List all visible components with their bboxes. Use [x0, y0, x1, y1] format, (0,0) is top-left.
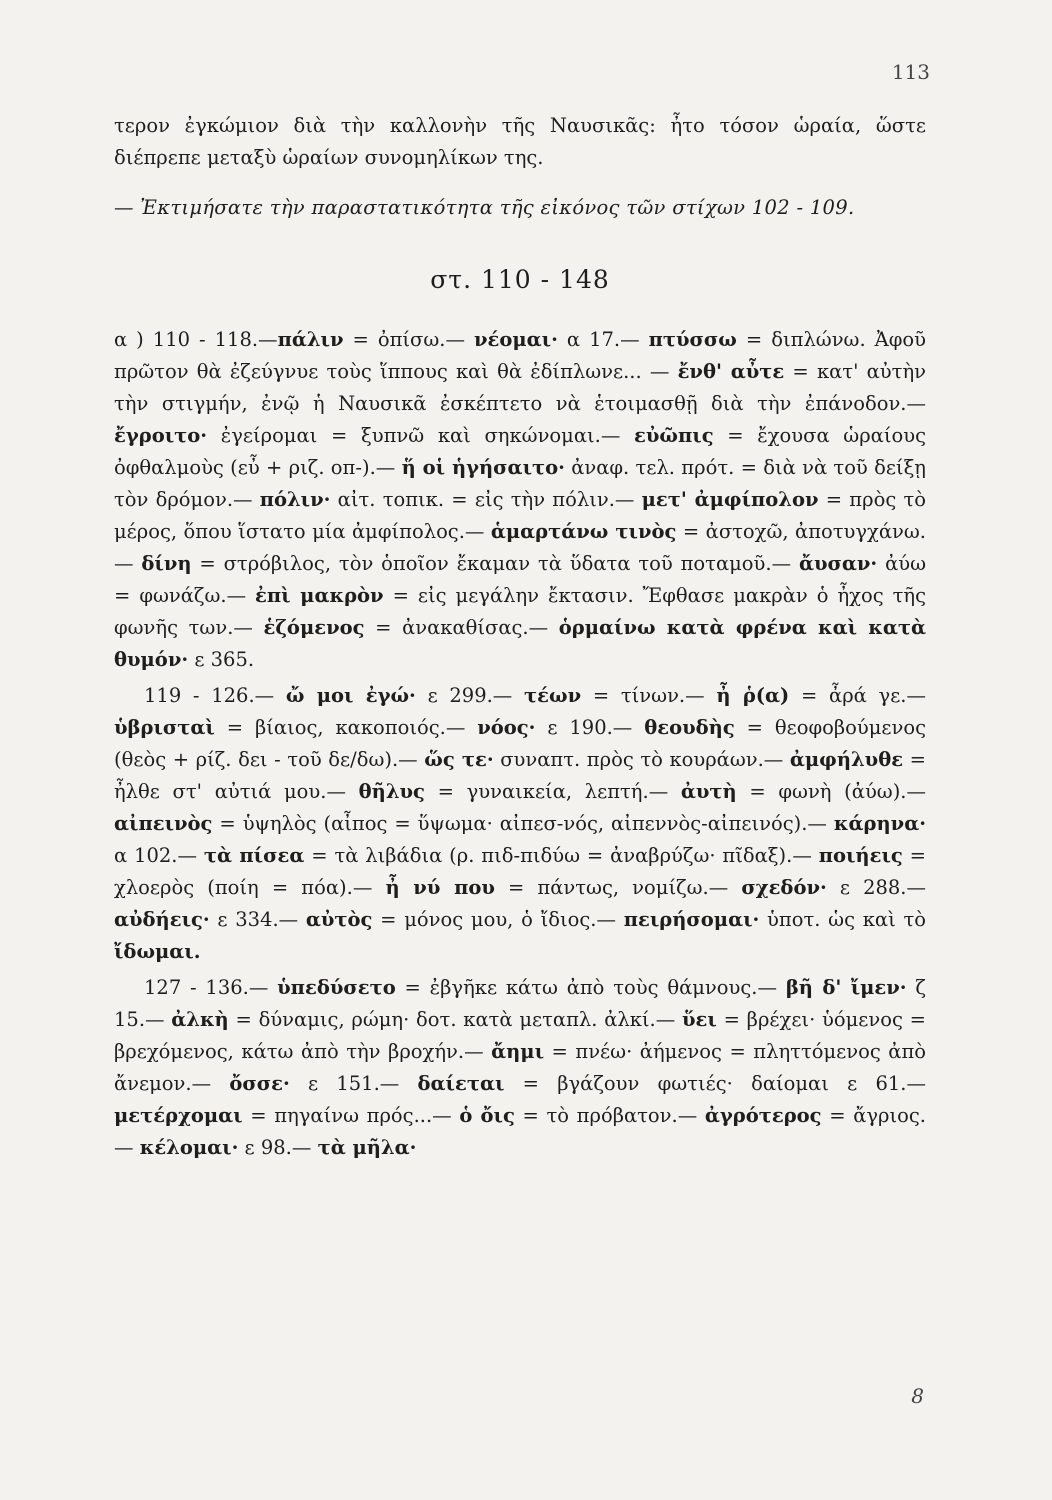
lemma-term: μετέρχομαι	[114, 1104, 243, 1127]
lemma-term: μετ' ἀμφίπολον	[641, 488, 819, 511]
lemma-term: θεουδὴς	[644, 716, 735, 739]
lemma-term: ὁ ὄις	[459, 1104, 515, 1127]
lemma-term: τὰ πίσεα	[203, 844, 305, 867]
gloss-text: = πάντως, νομίζω.—	[494, 876, 742, 899]
lemma-term: ἄημι	[491, 1040, 545, 1063]
lemma-term: νέομαι·	[473, 328, 558, 351]
gloss-text: = ἔχουσα ὡραίους ὀφθαλμοὺς (εὖ + ριζ. οπ-).—	[114, 424, 927, 479]
gloss-text: = φωνὴ (ἀύω).—	[736, 780, 927, 803]
gloss-text: = ἄγριος.—	[114, 1104, 926, 1159]
gloss-text: = βίαιος, κακοποιός.—	[214, 716, 478, 739]
page-text	[114, 110, 926, 1164]
gloss-text: ἐγείρομαι = ξυπνῶ καὶ σηκώνομαι.—	[207, 424, 635, 447]
gloss-text: ε 365.	[188, 648, 255, 671]
lemma-term: ἑζόμενος	[263, 616, 365, 639]
commentary-paragraph-127-136	[114, 972, 926, 1164]
gloss-text: ε 334.—	[209, 908, 306, 931]
gloss-text: ε 151.—	[289, 1072, 418, 1095]
lemma-term: νόος·	[477, 716, 536, 739]
gloss-text: αἰτ. τοπικ. = εἰς τὴν πόλιν.—	[330, 488, 642, 511]
lemma-term: ὑπεδύσετο	[277, 976, 396, 999]
gloss-text: ὑποτ. ὡς καὶ τὸ	[759, 908, 926, 931]
lemma-term: δίνη	[141, 552, 192, 575]
lemma-term: ὄσσε·	[229, 1072, 290, 1095]
lemma-term: πτύσσω	[648, 328, 737, 351]
gloss-text: = ὑψηλὸς (αἶπος = ὕψωμα· αἰπεσ-νός, αἰπεννὸς-αἰπεινός).—	[212, 812, 834, 835]
gloss-text: = ἐβγῆκε κάτω ἀπὸ τοὺς θάμνους.—	[395, 976, 786, 999]
gloss-text: ἀναφ. τελ. πρότ. = διὰ νὰ τοῦ δείξῃ τὸν δρόμον.—	[114, 456, 926, 511]
gloss-text: = πνέω· ἀήμενος = πληττόμενος ἀπὸ ἄνεμον.—	[114, 1040, 927, 1095]
gloss-text: ἀύω = φωνάζω.—	[114, 552, 927, 607]
gloss-text: = ἀνακαθίσας.—	[364, 616, 559, 639]
gloss-text: 119 - 126.—	[144, 684, 286, 707]
gloss-text: = χλοερὸς (ποίη = πόα).—	[114, 844, 926, 899]
gloss-text: = στρόβιλος, τὸν ὁποῖον ἔκαμαν τὰ ὕδατα τοῦ ποταμοῦ.—	[191, 552, 799, 575]
exercise-prompt: — Ἐκτιμήσατε τὴν παραστατικότητα τῆς εἰκόνος τῶν στίχων 102 - 109.	[114, 196, 855, 219]
lemma-term: ἁμαρτάνω τινὸς	[490, 520, 677, 543]
gloss-text: = βρέχει· ὑόμενος = βρεχόμενος, κάτω ἀπὸ τὴν βροχήν.—	[114, 1008, 926, 1063]
gloss-text: = πηγαίνω πρός...—	[242, 1104, 460, 1127]
commentary-paragraph-119-126	[114, 680, 926, 968]
lemma-term: ἦ νύ που	[385, 876, 495, 899]
gloss-text: α 17.—	[557, 328, 649, 351]
lemma-term: πειρήσομαι·	[623, 908, 760, 931]
gloss-text: = βγάζουν φωτιές· δαίομαι ε 61.—	[504, 1072, 926, 1095]
gloss-text: = δύναμις, ρώμη· δοτ. κατὰ μεταπλ. ἀλκί.—	[228, 1008, 682, 1031]
lemma-term: ἀμφήλυθε	[789, 748, 904, 771]
lemma-term: βῆ δ' ἴμεν·	[785, 976, 907, 999]
section-heading: στ. 110 - 148	[430, 265, 610, 294]
lemma-term: ὁρμαίνω κατὰ φρένα καὶ κατὰ θυμόν·	[114, 616, 927, 671]
gloss-text: = ὀπίσω.—	[343, 328, 474, 351]
page-number: 113	[891, 60, 930, 84]
gloss-text: = θεοφοβούμενος (θεὸς + ρίζ. δει - τοῦ δε/δω).—	[114, 716, 926, 771]
lemma-term: ἦ ῥ(α)	[716, 684, 790, 707]
lemma-term: ἴδωμαι.	[114, 940, 201, 963]
lemma-term: ἔνθ' αὖτε	[677, 360, 785, 383]
commentary-paragraph-110-118	[114, 324, 926, 676]
gloss-text: ε 190.—	[535, 716, 645, 739]
gloss-text: = τὰ λιβάδια (ρ. πιδ-πιδύω = ἀναβρύζω· πῖδαξ).—	[304, 844, 819, 867]
gloss-text: α 102.—	[114, 844, 204, 867]
lemma-term: σχεδόν·	[741, 876, 827, 899]
lemma-term: ἐπὶ μακρὸν	[255, 584, 384, 607]
lemma-term: πόλιν·	[259, 488, 331, 511]
lemma-term: αὐδήεις·	[114, 908, 210, 931]
gloss-text: = τὸ πρόβατον.—	[514, 1104, 705, 1127]
lemma-term: ὤ μοι ἐγώ·	[285, 684, 416, 707]
gloss-text: α ) 110 - 118.—	[114, 328, 278, 351]
lemma-term: κέλομαι·	[139, 1136, 239, 1159]
lemma-term: ἥ οἱ ἡγήσαιτο·	[401, 456, 565, 479]
gloss-text: 127 - 136.—	[144, 976, 278, 999]
lemma-term: αὐτὸς	[305, 908, 373, 931]
lemma-term: ὥς τε·	[424, 748, 494, 771]
lemma-term: ἀλκὴ	[171, 1008, 229, 1031]
lemma-term: ποιήεις	[818, 844, 903, 867]
lemma-term: τέων	[524, 684, 582, 707]
gloss-text: ζ 15.—	[114, 976, 926, 1031]
gloss-text: = ἆρά γε.—	[789, 684, 926, 707]
lemma-term: εὐῶπις	[634, 424, 714, 447]
printer-signature: 8	[911, 1384, 924, 1408]
gloss-text: = κατ' αὐτὴν τὴν στιγμήν, ἐνῷ ἡ Ναυσικᾶ ἐσκέπτετο νὰ ἑτοιμασθῇ διὰ τὴν ἐπάνοδον.—	[114, 360, 926, 415]
gloss-text: συναπτ. πρὸς τὸ κουράων.—	[493, 748, 790, 771]
gloss-text: = τίνων.—	[581, 684, 717, 707]
lemma-term: αἰπεινὸς	[114, 812, 213, 835]
lemma-term: ἔγροιτο·	[114, 424, 208, 447]
lemma-term: ὑβρισταὶ	[114, 716, 215, 739]
lemma-term: ἄυσαν·	[798, 552, 878, 575]
lemma-term: πάλιν	[277, 328, 344, 351]
gloss-text: = μόνος μου, ὁ ἴδιος.—	[372, 908, 624, 931]
lemma-term: ἀγρότερος	[704, 1104, 822, 1127]
lemma-term: δαίεται	[417, 1072, 505, 1095]
lemma-term: κάρηνα·	[833, 812, 926, 835]
lemma-term: ἀυτὴ	[680, 780, 737, 803]
gloss-text: ε 98.—	[238, 1136, 318, 1159]
gloss-text: = ἦλθε στ' αὐτιά μου.—	[114, 748, 926, 803]
gloss-text: = διπλώνω. Ἀφοῦ πρῶτον θὰ ἐζεύγνυε τοὺς ἵππους καὶ θὰ ἐδίπλωνε... —	[114, 328, 927, 383]
gloss-text: ε 299.—	[415, 684, 525, 707]
gloss-text: = ἀστοχῶ, ἀποτυγχάνω.—	[114, 520, 926, 575]
gloss-text: = πρὸς τὸ μέρος, ὅπου ἵστατο μία ἀμφίπολος.—	[114, 488, 926, 543]
gloss-text: ε 288.—	[826, 876, 926, 899]
intro-paragraph: τερον ἐγκώμιον διὰ τὴν καλλονὴν τῆς Ναυσικᾶς: ἦτο τόσον ὡραία, ὥστε διέπρεπε μεταξὺ ὡραίων συνομηλίκων της.	[114, 114, 926, 169]
gloss-text: = εἰς μεγάλην ἔκτασιν. Ἔφθασε μακρὰν ὁ ἦχος τῆς φωνῆς των.—	[114, 584, 926, 639]
lemma-term: τὰ μῆλα·	[317, 1136, 417, 1159]
gloss-text: = γυναικεία, λεπτή.—	[424, 780, 681, 803]
lemma-term: ὕει	[682, 1008, 717, 1031]
lemma-term: θῆλυς	[358, 780, 425, 803]
